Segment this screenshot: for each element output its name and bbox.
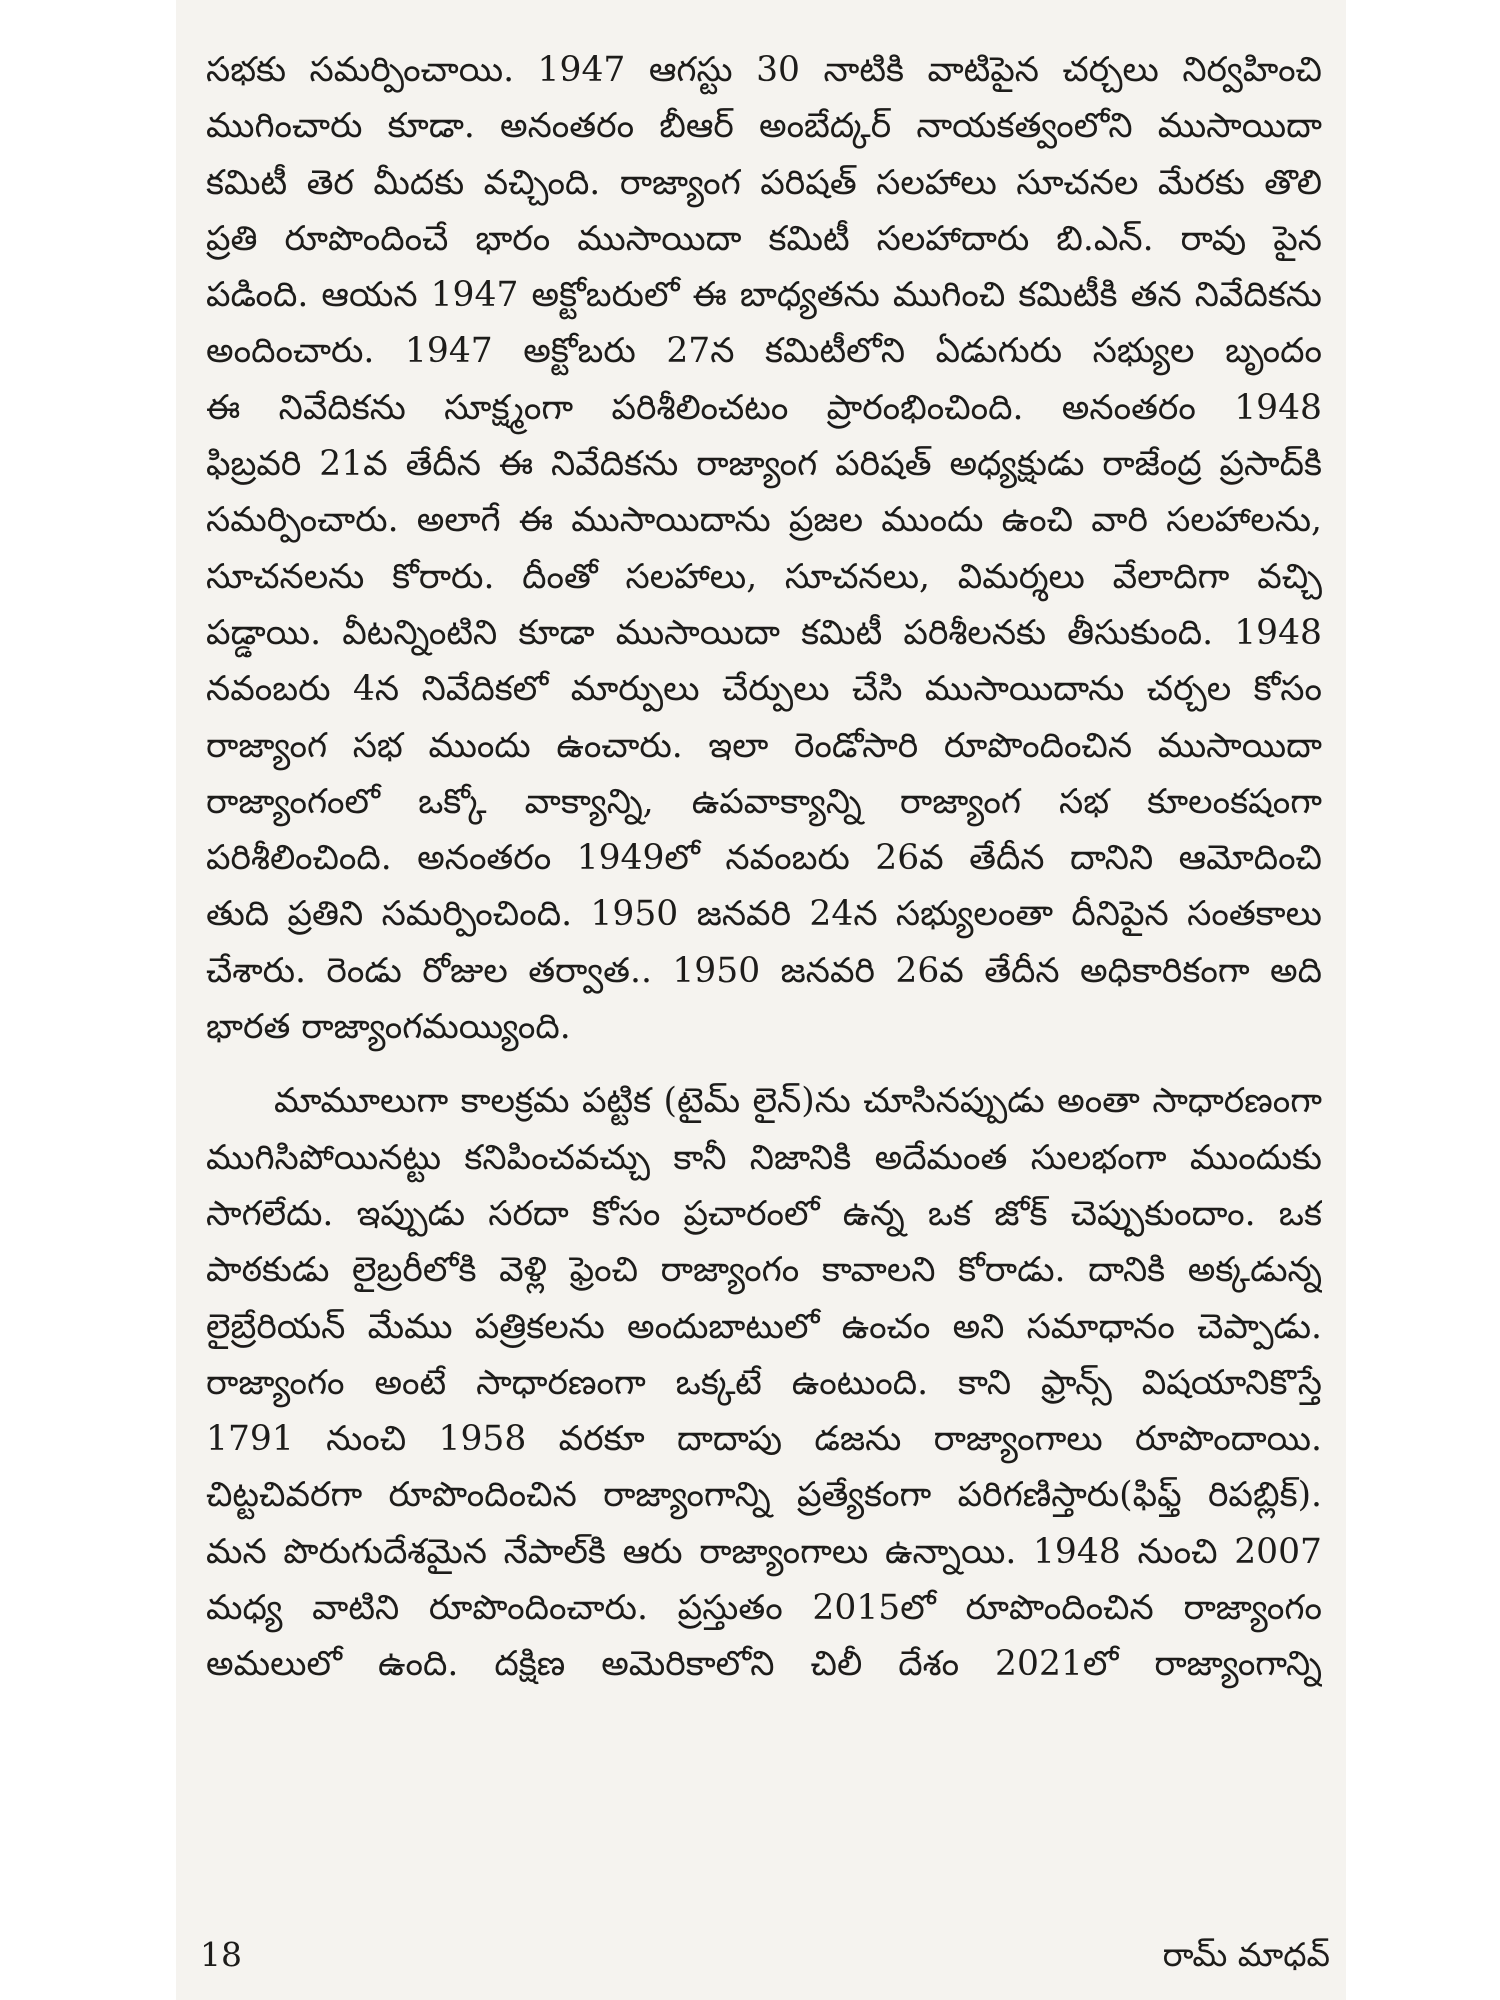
text-line: సాగలేదు. ఇప్పుడు సరదా కోసం ప్రచారంలో ఉన్న ఒక జోక్ చెప్పుకుందాం. ఒక (206, 1193, 1322, 1234)
page-body (206, 42, 1322, 1693)
text-line: నవంబరు 4న నివేదికలో మార్పులు చేర్పులు చేసి ముసాయిదాను చర్చల కోసం (206, 669, 1322, 710)
text-line: మన పొరుగుదేశమైన నేపాల్‌కి ఆరు రాజ్యాంగాలు ఉన్నాయి. 1948 నుంచి 2007 (206, 1531, 1322, 1572)
text-line: మామూలుగా కాలక్రమ పట్టిక (టైమ్ లైన్)ను చూసినప్పుడు అంతా సాధారణంగా (274, 1081, 1322, 1122)
text-line: మధ్య వాటిని రూపొందించారు. ప్రస్తుతం 2015లో రూపొందించిన రాజ్యాంగం (206, 1588, 1322, 1629)
paragraph-2 (206, 1073, 1322, 1692)
text-line: సూచనలను కోరారు. దీంతో సలహాలు, సూచనలు, విమర్శలు వేలాదిగా వచ్చి (206, 556, 1322, 597)
text-line: కమిటీ తెర మీదకు వచ్చింది. రాజ్యాంగ పరిషత్ సలహాలు సూచనల మేరకు తొలి (206, 162, 1322, 203)
text-line: పరిశీలించింది. అనంతరం 1949లో నవంబరు 26వ తేదీన దానిని ఆమోదించి (206, 838, 1322, 879)
running-footer-author: రామ్ మాధవ్ (1162, 1935, 1330, 1974)
text-line: రాజ్యాంగ సభ ముందు ఉంచారు. ఇలా రెండోసారి రూపొందించిన ముసాయిదా (206, 725, 1322, 766)
text-line: చేశారు. రెండు రోజుల తర్వాత.. 1950 జనవరి 26వ తేదీన అధికారికంగా అది (206, 950, 1322, 991)
text-line: రాజ్యాంగం అంటే సాధారణంగా ఒక్కటే ఉంటుంది. కాని ఫ్రాన్స్ విషయానికొస్తే (206, 1362, 1322, 1403)
text-line: ముగించారు కూడా. అనంతరం బీఆర్ అంబేద్కర్ నాయకత్వంలోని ముసాయిదా (206, 106, 1322, 147)
text-line: ఫిబ్రవరి 21వ తేదీన ఈ నివేదికను రాజ్యాంగ పరిషత్ అధ్యక్షుడు రాజేంద్ర ప్రసాద్‌కి (206, 444, 1322, 485)
text-line: భారత రాజ్యాంగమయ్యింది. (206, 1007, 571, 1048)
text-line: సమర్పించారు. అలాగే ఈ ముసాయిదాను ప్రజల ముందు ఉంచి వారి సలహాలను, (206, 500, 1322, 541)
text-line: పడింది. ఆయన 1947 అక్టోబరులో ఈ బాధ్యతను ముగించి కమిటీకి తన నివేదికను (206, 275, 1322, 316)
text-line: 1791 నుంచి 1958 వరకూ దాదాపు డజను రాజ్యాంగాలు రూపొందాయి. (206, 1419, 1322, 1460)
text-line: లైబ్రేరియన్ మేము పత్రికలను అందుబాటులో ఉంచం అని సమాధానం చెప్పాడు. (206, 1306, 1322, 1347)
text-line: రాజ్యాంగంలో ఒక్కో వాక్యాన్ని, ఉపవాక్యాన్ని రాజ్యాంగ సభ కూలంకషంగా (206, 781, 1322, 822)
text-line: ప్రతి రూపొందించే భారం ముసాయిదా కమిటీ సలహాదారు బి.ఎన్. రావు పైన (206, 218, 1322, 259)
paragraph-1 (206, 42, 1322, 1055)
text-line: తుది ప్రతిని సమర్పించింది. 1950 జనవరి 24న సభ్యులంతా దీనిపైన సంతకాలు (206, 894, 1322, 935)
text-line: చిట్టచివరగా రూపొందించిన రాజ్యాంగాన్ని ప్రత్యేకంగా పరిగణిస్తారు(ఫిఫ్త్ రిపబ్లిక్). (206, 1475, 1322, 1516)
text-line: అమలులో ఉంది. దక్షిణ అమెరికాలోని చిలీ దేశం 2021లో రాజ్యాంగాన్ని (206, 1644, 1322, 1685)
page-number: 18 (200, 1935, 242, 1974)
text-line: పడ్డాయి. వీటన్నింటిని కూడా ముసాయిదా కమిటీ పరిశీలనకు తీసుకుంది. 1948 (206, 612, 1322, 653)
text-line: అందించారు. 1947 అక్టోబరు 27న కమిటీలోని ఏడుగురు సభ్యుల బృందం (206, 331, 1322, 372)
text-line: ముగిసిపోయినట్టు కనిపించవచ్చు కానీ నిజానికి అదేమంత సులభంగా ముందుకు (206, 1137, 1322, 1178)
text-line: సభకు సమర్పించాయి. 1947 ఆగస్టు 30 నాటికి వాటిపైన చర్చలు నిర్వహించి (206, 50, 1322, 90)
text-line: ఈ నివేదికను సూక్ష్మంగా పరిశీలించటం ప్రారంభించింది. అనంతరం 1948 (206, 387, 1322, 428)
text-line: పాఠకుడు లైబ్రరీలోకి వెళ్లి ఫ్రెంచి రాజ్యాంగం కావాలని కోరాడు. దానికి అక్కడున్న (206, 1250, 1322, 1291)
